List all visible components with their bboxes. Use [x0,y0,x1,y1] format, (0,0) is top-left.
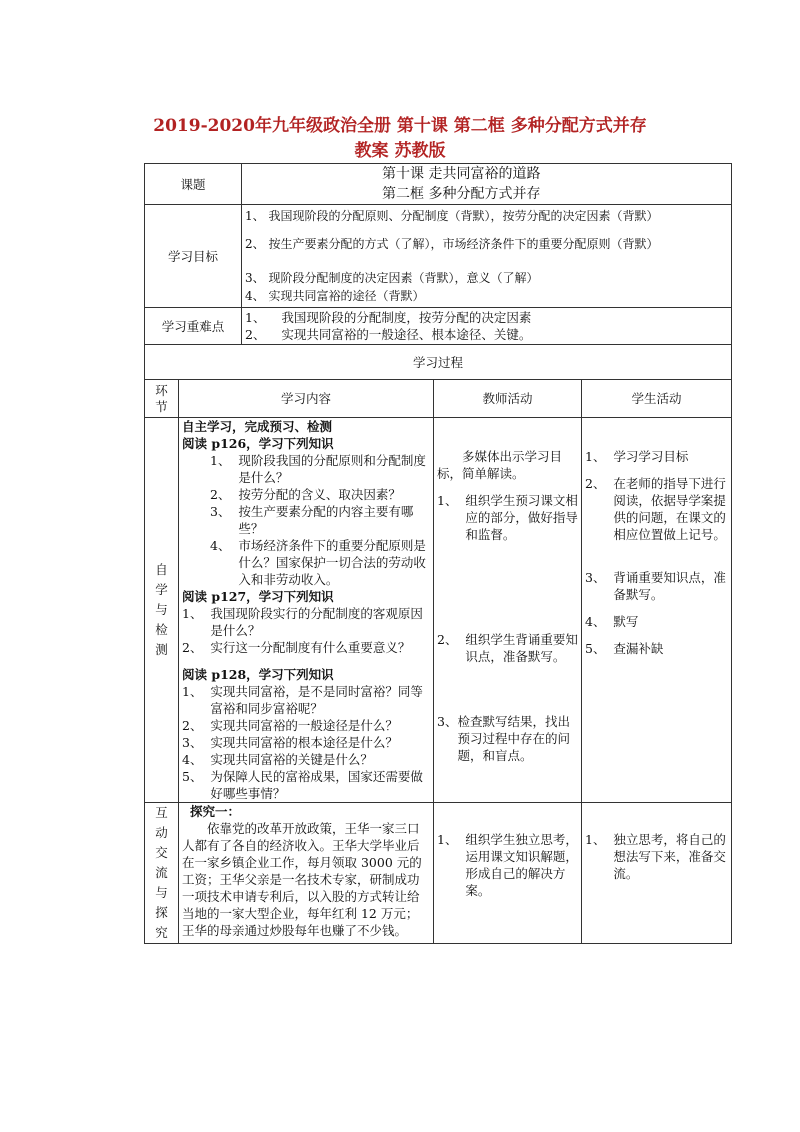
keti-label: 课题 [145,164,242,205]
column-header-row [145,380,732,418]
teacher-item: 2、 组织学生背诵重要知识点，准备默写。 [437,632,578,664]
key-point-item: 2、 实现共同富裕的一般途径、根本途径、关键。 [245,327,532,342]
student-item: 4、 默写 [585,614,639,629]
read-p127-heading: 阅读 p127，学习下列知识 [182,589,334,604]
read-p126-item: 2、 按劳分配的含义、取决因素？ [210,487,401,502]
keti-line-2: 第二框 多种分配方式并存 [382,186,541,202]
stage-interaction-label: 互 动 交 流 与 探 究 [145,803,179,944]
process-header: 学习过程 [145,345,732,380]
teacher-item: 1、 组织学生独立思考，运用课文知识解题，形成自己的解决方案。 [437,832,578,898]
col-content: 学习内容 [179,380,434,418]
keti-content [242,164,732,205]
goal-item: 4、 实现共同富裕的途径（背默） [245,289,425,303]
title-line-2: 教案 苏教版 [354,141,446,161]
goal-item: 1、 我国现阶段的分配原则、分配制度（背默），按劳分配的决定因素（背默） [245,209,659,223]
lesson-plan-table [144,163,732,944]
explore-text: 依靠党的改革开放政策，王华一家三口人都有了各自的经济收入。王华大学毕业后在一家乡镇企业工作，每月领取 3000 元的工资；王华父亲是一名技术专家，研制成功一项技术申请专利后，以入股的方式转让给当地的一家大型企业，每年红利 12 万元；王华的母亲通过炒股每年也赚了不少钱。 [182,821,422,938]
goal-item: 2、 按生产要素分配的方式（了解），市场经济条件下的重要分配原则（背默） [245,237,659,251]
stage-self-study-content [179,418,434,803]
key-points-label: 学习重难点 [145,308,242,345]
student-item: 3、 背诵重要知识点，准备默写。 [585,570,726,602]
key-points-content [242,308,732,345]
student-item: 1、 独立思考，将自己的想法写下来，准备交流。 [585,832,726,881]
student-activity-interaction [582,803,732,944]
goal-item: 3、 现阶段分配制度的决定因素（背默），意义（了解） [245,271,539,285]
student-item: 1、 学习学习目标 [585,449,689,464]
keti-row [145,164,732,205]
read-p128-item: 5、 为保障人民的富裕成果，国家还需要做好哪些事情？ [182,769,423,801]
explore-heading: 探究一： [190,804,241,819]
stage-self-study-label: 自 学 与 检 测 [145,418,179,803]
col-student: 学生活动 [582,380,732,418]
document-title [0,114,800,164]
goals-label: 学习目标 [145,205,242,308]
student-item: 5、 查漏补缺 [585,641,664,656]
read-p128-item: 3、 实现共同富裕的根本途径是什么？ [182,735,398,750]
read-p126-item: 1、 现阶段我国的分配原则和分配制度是什么？ [210,453,426,485]
student-activity-self-study [582,418,732,803]
read-p127-item: 2、 实行这一分配制度有什么重要意义？ [182,640,411,655]
goals-row [145,205,732,308]
read-p128-item: 2、 实现共同富裕的一般途径是什么？ [182,718,398,733]
stage-self-study-row [145,418,732,803]
stage-interaction-row [145,803,732,944]
stage-interaction-content [179,803,434,944]
goals-content [242,205,732,308]
teacher-intro: 多媒体出示学习目标，简单解读。 [437,449,563,481]
key-point-item: 1、 我国现阶段的分配制度，按劳分配的决定因素 [245,310,532,325]
read-p126-heading: 阅读 p126，学习下列知识 [182,436,334,451]
key-points-row [145,308,732,345]
teacher-activity-interaction [434,803,582,944]
title-line-1: 2019-2020年九年级政治全册 第十课 第二框 多种分配方式并存 [153,116,647,136]
process-header-row [145,345,732,380]
read-p128-item: 4、 实现共同富裕的关键是什么？ [182,752,373,767]
self-study-heading: 自主学习，完成预习、检测 [182,419,333,434]
teacher-activity-self-study [434,418,582,803]
read-p128-item: 1、 实现共同富裕，是不是同时富裕？同等富裕和同步富裕呢？ [182,684,423,716]
student-item: 2、 在老师的指导下进行阅读，依据导学案提供的问题，在课文的相应位置做上记号。 [585,476,726,542]
read-p127-item: 1、 我国现阶段实行的分配制度的客观原因是什么？ [182,606,423,638]
teacher-item: 1、 组织学生预习课文相应的部分，做好指导和监督。 [437,493,578,542]
col-stage: 环 节 [145,380,179,418]
read-p126-item: 3、 按生产要素分配的内容主要有哪些？ [210,504,414,536]
teacher-item: 3、 检查默写结果，找出预习过程中存在的问题，和盲点。 [437,714,570,763]
keti-line-1: 第十课 走共同富裕的道路 [382,166,541,182]
read-p128-heading: 阅读 p128，学习下列知识 [182,667,334,682]
col-teacher: 教师活动 [434,380,582,418]
read-p126-item: 4、 市场经济条件下的重要分配原则是什么？国家保护一切合法的劳动收入和非劳动收入。 [210,538,426,587]
